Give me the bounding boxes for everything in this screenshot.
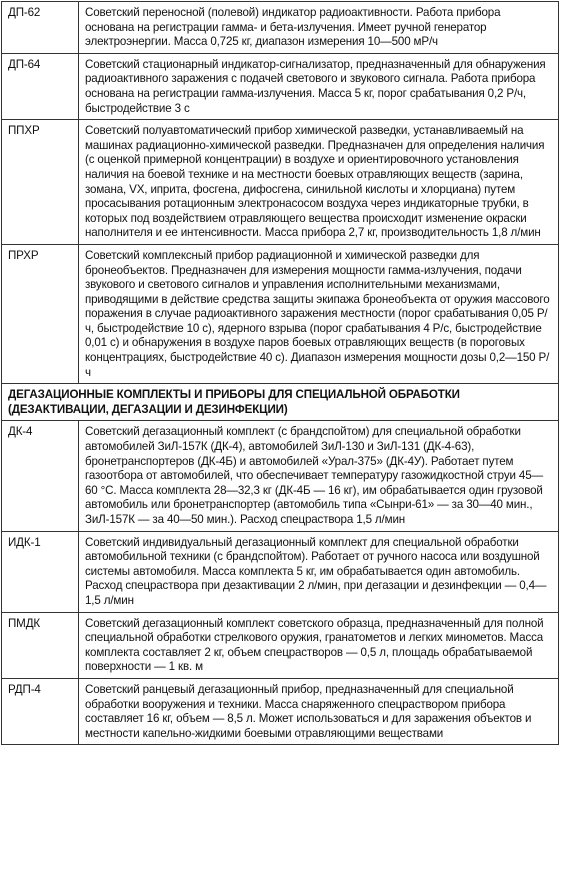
- reference-table: [1, 1, 559, 745]
- device-description: Советский ранцевый дегазационный прибор, предназначенный для специальной обработки вооружения и техники. Масса снаряженного спецраствором прибора составляет 16 кг, объем — 8,5 л. Может использоваться и для заражения объектов и местности капельно-жидкими боевыми отравляющими веществами: [79, 678, 559, 744]
- table-row: [2, 531, 559, 612]
- device-name: ПРХР: [2, 244, 79, 383]
- table-row: [2, 678, 559, 744]
- device-name: ПМДК: [2, 612, 79, 678]
- device-name: ИДК-1: [2, 531, 79, 612]
- device-name: ДП-62: [2, 2, 79, 54]
- table-row: [2, 2, 559, 54]
- device-description: Советский индивидуальный дегазационный комплект для специальной обработки автомобильной техники (с брандспойтом). Работает от ручного насоса или воздушной системы автомобиля. Масса комплекта 5 кг, им обрабатывается один автомобиль. Расход спецраствора при дезактивации 2 л/мин, при дегазации и дезинфекции — 0,4—1,5 л/мин: [79, 531, 559, 612]
- device-name: ДП-64: [2, 53, 79, 119]
- device-description: Советский комплексный прибор радиационной и химической разведки для бронеобъектов. Предназначен для измерения мощности гамма-излучения, подачи звукового и светового сигналов и управления исполнительными механизмами, приводящими в действие средства защиты экипажа бронеобъекта от оружия массового поражения в случае радиоактивного заражения местности (порог срабатывания 0,05 Р/ч, быстродействие 10 с), ядерного взрыва (порог срабатывания 4 Р/с, быстродействие 0,01 с) и обнаружения в воздухе паров боевых отравляющих веществ (в пороговых концентрациях, быстродействие 40 с). Диапазон измерения мощности дозы 0,2—150 Р/ч: [79, 244, 559, 383]
- device-description: Советский дегазационный комплект (с брандспойтом) для специальной обработки автомобилей ЗиЛ-157К (ДК-4), автомобилей ЗиЛ-130 и ЗиЛ-131 (ДК-4-63), бронетранспортеров (ДК-4Б) и автомобилей «Урал-375» (ДК-4У). Работает путем газоотбора от автомобилей, что обеспечивает температуру газожидкостной струи 45—60 °С. Масса комплекта 28—32,3 кг (ДК-4Б — 16 кг), им обрабатывается один грузовой автомобиль или бронетранспортер (автомобиль типа «Сынри-61» — за 30—40 мин., ЗиЛ-157К — за 40—50 мин.). Расход спецраствора 1,5 л/мин: [79, 421, 559, 531]
- device-description: Советский переносной (полевой) индикатор радиоактивности. Работа прибора основана на регистрации гамма- и бета-излучения. Имеет ручной генератор электроэнергии. Масса 0,725 кг, диапазон измерения 10—500 мР/ч: [79, 2, 559, 54]
- device-name: РДП-4: [2, 678, 79, 744]
- device-description: Советский полуавтоматический прибор химической разведки, устанавливаемый на машинах радиационно-химической разведки. Предназначен для определения наличия (с оценкой примерной концентрации) в воздухе и ориентировочного установления наличия на боевой технике и на местности боевых отравляющих веществ (зарина, зомана, VX, иприта, фосгена, дифосгена, синильной кислоты и хлорциана) путем просасывания ротационным электронасосом воздуха через индикаторные трубки, в которых под воздействием отравляющего вещества происходит изменение окраски наполнителя и ее интенсивности. Масса прибора 2,7 кг, производительность 1,8 л/мин: [79, 120, 559, 245]
- device-description: Советский стационарный индикатор-сигнализатор, предназначенный для обнаружения радиоактивного заражения с подачей светового и звукового сигнала. Работа прибора основана на регистрации гамма-излучения. Масса 5 кг, порог срабатывания 0,2 Р/ч, быстродействие 3 с: [79, 53, 559, 119]
- table-row: [2, 53, 559, 119]
- table-row: [2, 612, 559, 678]
- section-heading-row: [2, 384, 559, 421]
- table-row: [2, 421, 559, 531]
- section-heading: ДЕГАЗАЦИОННЫЕ КОМПЛЕКТЫ И ПРИБОРЫ ДЛЯ СПЕЦИАЛЬНОЙ ОБРАБОТКИ (ДЕЗАКТИВАЦИИ, ДЕГАЗАЦИИ И ДЕЗИНФЕКЦИИ): [2, 384, 559, 421]
- device-name: ППХР: [2, 120, 79, 245]
- table-body: [2, 2, 559, 745]
- table-row: [2, 244, 559, 383]
- device-name: ДК-4: [2, 421, 79, 531]
- device-description: Советский дегазационный комплект советского образца, предназначенный для полной специальной обработки стрелкового оружия, гранатометов и легких минометов. Масса комплекта составляет 2 кг, объем спецрастворов — 0,5 л, площадь обрабатываемой поверхности — 1 кв. м: [79, 612, 559, 678]
- table-row: [2, 120, 559, 245]
